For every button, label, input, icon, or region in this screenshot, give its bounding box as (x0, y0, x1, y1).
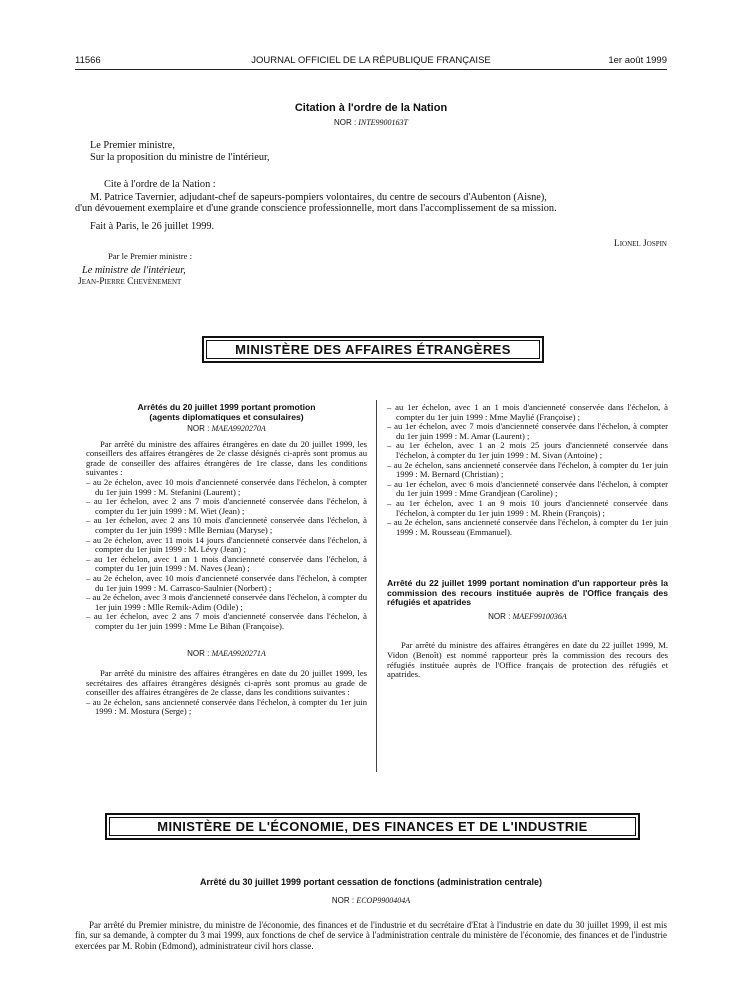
decree-nor-2: NOR : MAEA9920271A (187, 649, 266, 659)
decree-title-line-1: Arrêtés du 20 juillet 1999 portant promotion (137, 402, 316, 412)
citation-cite: Cite à l'ordre de la Nation : (104, 179, 216, 190)
decree-list-2 (86, 698, 367, 717)
list-item: – au 1er échelon, avec 7 mois d'ancienneté conservée dans l'échelon, à compter du 1er juin 1999 : M. Amar (Laurent) ; (387, 421, 668, 441)
citation-signatory: Lionel Jospin (613, 239, 667, 249)
list-item: – au 1er échelon, avec 6 mois d'ancienneté conservée dans l'échelon, à compter du 1er juin 1999 : Mme Grandjean (Caroline) ; (387, 478, 668, 499)
decree-nor: NOR : MAEA9920270A (187, 424, 266, 433)
list-item: – au 1er échelon, avec 2 ans 10 mois d'ancienneté conservée dans l'échelon, à compter du 1er juin 1999 : Mlle Berniau (Maryse) ; (86, 515, 367, 535)
minister-name: Jean-Pierre Chevènement (78, 277, 182, 287)
decree-list (86, 478, 367, 632)
citation-body-2: d'un dévouement exemplaire et d'une grande conscience professionnelle, mort dans l'accomplissement de sa mission. (75, 203, 557, 214)
nomination-nor: NOR : MAEF9910036A (488, 611, 567, 621)
decree-paragraph: Par arrêté du ministre des affaires étrangères en date du 20 juillet 1999, les conseillers des affaires étrangères de 2e classe désignés ci-après sont promus au grade de conseiller des affaires étrangères de 1re classe, dans les conditions suivantes : (86, 438, 367, 478)
header-rule (75, 69, 667, 70)
page-number: 11566 (75, 55, 101, 66)
citation-intro-1: Le Premier ministre, (90, 140, 175, 151)
left-column (86, 403, 367, 717)
list-item: – au 2e échelon, avec 11 mois 14 jours d'ancienneté conservée dans l'échelon, à compter du 1er juin 1999 : M. Lévy (Jean) ; (86, 534, 367, 555)
list-item: – au 1er échelon, avec 2 ans 7 mois d'ancienneté conservée dans l'échelon, à compter du 1er juin 1999 : Mme Le Bihan (Françoise). (86, 611, 367, 631)
list-item: – au 2e échelon, avec 10 mois d'ancienneté conservée dans l'échelon, à compter du 1er juin 1999 : M. Stefanini (Laurent) ; (86, 476, 367, 497)
column-divider (376, 400, 377, 772)
list-item: – au 2e échelon, avec 10 mois d'ancienneté conservée dans l'échelon, à compter du 1er juin 1999 : M. Carrasco-Saulnier (Norbert) ; (86, 572, 367, 593)
list-item: – au 2e échelon, sans ancienneté conservée dans l'échelon, à compter du 1er juin 1999 : M. Bernard (Christian) ; (387, 459, 668, 480)
nomination-paragraph: Par arrêté du ministre des affaires étrangères en date du 22 juillet 1999, M. Vidon (Benoît) est nommé rapporteur près la commission des recours des réfugiés instituée auprès de l'Office français de protection des réfugiés et apatrides. (387, 640, 668, 680)
journal-title: JOURNAL OFFICIEL DE LA RÉPUBLIQUE FRANÇAISE (251, 55, 491, 66)
ministry-heading-economy: MINISTÈRE DE L'ÉCONOMIE, DES FINANCES ET DE L'INDUSTRIE (105, 813, 640, 840)
decree-list-continued (387, 403, 668, 537)
citation-intro-2: Sur la proposition du ministre de l'intérieur, (90, 152, 270, 163)
list-item: – au 2e échelon, sans ancienneté conservée dans l'échelon, à compter du 1er juin 1999 : M. Rousseau (Emmanuel). (387, 517, 668, 537)
citation-par: Par le Premier ministre : (108, 251, 193, 261)
nomination-title: Arrêté du 22 juillet 1999 portant nomination d'un rapporteur près la commission des recours instituée auprès de l'Office français des réfugiés et apatrides (387, 578, 668, 608)
citation-nor: NOR : INTE9900163T (333, 118, 409, 127)
economy-nor: NOR : ECOP9900404A (331, 896, 411, 905)
list-item: – au 1er échelon, avec 1 an 2 mois 25 jours d'ancienneté conservée dans l'échelon, à compter du 1er juin 1999 : M. Sivan (Antoine) ; (387, 440, 668, 460)
list-item: – au 1er échelon, avec 1 an 9 mois 10 jours d'ancienneté conservée dans l'échelon, à compter du 1er juin 1999 : M. Rhein (François) ; (387, 497, 668, 518)
list-item: – au 2e échelon, avec 3 mois d'ancienneté conservée dans l'échelon, à compter du 1er juin 1999 : Mlle Remik-Adim (Odile) ; (86, 592, 367, 612)
decree-paragraph-2: Par arrêté du ministre des affaires étrangères en date du 20 juillet 1999, les secrétaires des affaires étrangères désignés ci-après sont promus au grade de conseiller des affaires étrangères de 2e classe, dans les conditions suivantes : (86, 668, 367, 698)
economy-paragraph: Par arrêté du Premier ministre, du ministre de l'économie, des finances et de l'industrie et du secrétaire d'Etat à l'industrie en date du 30 juillet 1999, il est mis fin, sur sa demande, à compter du 3 mai 1999, aux fonctions de chef de service à l'administration centrale du ministère de l'économie, des finances et de l'industrie exercées par M. Robin (Edmond), administrateur civil hors classe. (75, 920, 667, 951)
list-item: – au 1er échelon, avec 1 an 1 mois d'ancienneté conservée dans l'échelon, à compter du 1er juin 1999 : Mme Maylié (Françoise) ; (387, 402, 668, 422)
right-column (387, 403, 668, 680)
citation-fait: Fait à Paris, le 26 juillet 1999. (90, 221, 215, 232)
issue-date: 1er août 1999 (608, 55, 667, 66)
economy-decree-title: Arrêté du 30 juillet 1999 portant cessation de fonctions (administration centrale) (199, 877, 543, 887)
citation-title: Citation à l'ordre de la Nation (294, 102, 448, 114)
list-item: – au 1er échelon, avec 2 ans 7 mois d'ancienneté conservée dans l'échelon, à compter du 1er juin 1999 : M. Wiet (Jean) ; (86, 496, 367, 516)
ministry-heading-foreign-affairs: MINISTÈRE DES AFFAIRES ÉTRANGÈRES (202, 336, 544, 363)
list-item: – au 2e échelon, sans ancienneté conservée dans l'échelon, à compter du 1er juin 1999 : M. Mostura (Serge) ; (86, 696, 367, 717)
citation-body-1: M. Patrice Tavernier, adjudant-chef de sapeurs-pompiers volontaires, du centre de secours d'Aubenton (Aisne), (90, 192, 547, 203)
list-item: – au 1er échelon, avec 1 an 1 mois d'ancienneté conservée dans l'échelon, à compter du 1er juin 1999 : M. Naves (Jean) ; (86, 553, 367, 574)
decree-title-line-2: (agents diplomatiques et consulaires) (149, 411, 304, 422)
minister-role: Le ministre de l'intérieur, (82, 265, 186, 276)
